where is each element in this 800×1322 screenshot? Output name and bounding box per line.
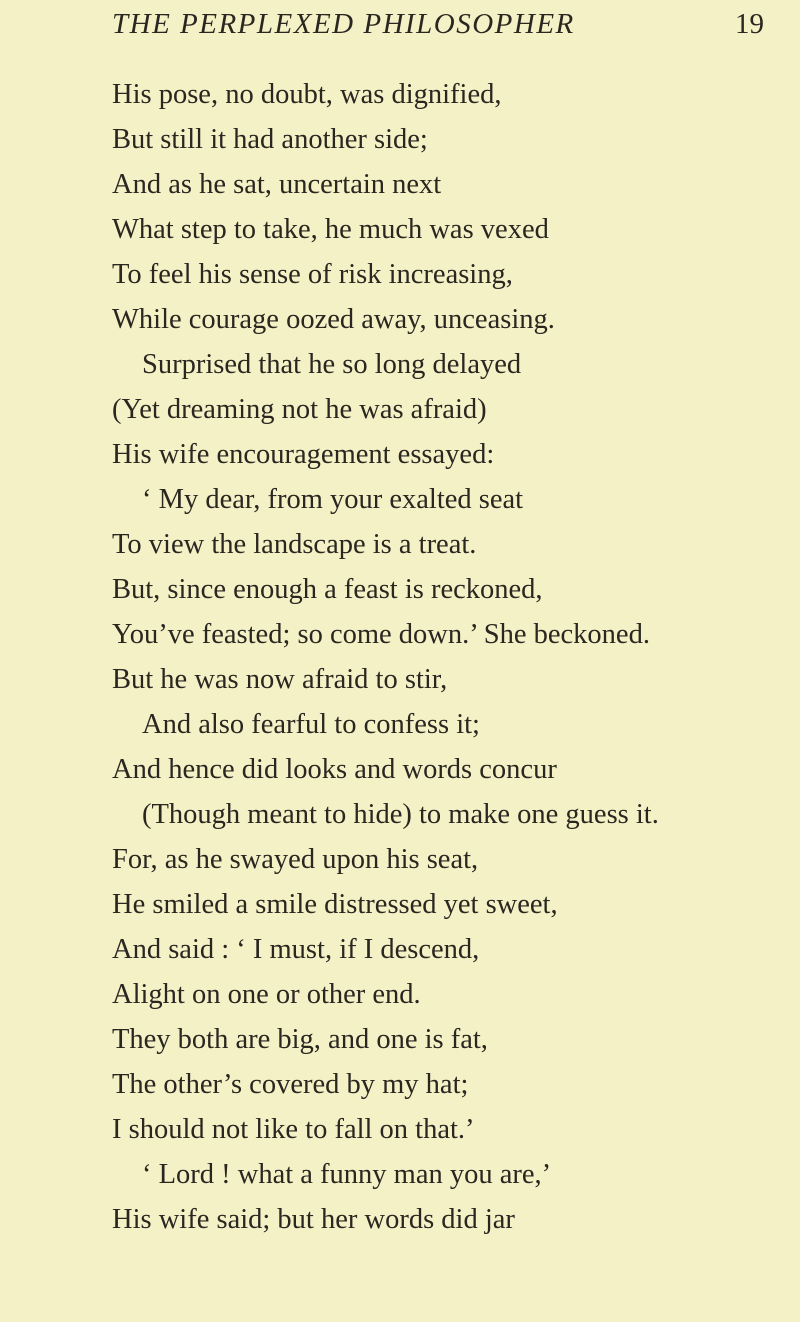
poem-line: But still it had another side; [112, 124, 428, 155]
poem-line: Alight on one or other end. [112, 979, 421, 1010]
poem-line: I should not like to fall on that.’ [112, 1114, 475, 1145]
poem-line: ‘ My dear, from your exalted seat [142, 484, 524, 515]
poem-line: You’ve feasted; so come down.’ She beckoned. [112, 619, 650, 650]
running-title: THE PERPLEXED PHILOSOPHER [112, 8, 575, 40]
page-header [112, 8, 764, 48]
poem-line: What step to take, he much was vexed [112, 214, 549, 245]
poem-line: The other’s covered by my hat; [112, 1069, 469, 1100]
poem-line: (Though meant to hide) to make one guess it. [142, 799, 659, 830]
poem-line: To feel his sense of risk increasing, [112, 259, 513, 290]
poem-line: They both are big, and one is fat, [112, 1024, 488, 1055]
poem-line: For, as he swayed upon his seat, [112, 844, 479, 875]
poem-line: And also fearful to confess it; [142, 709, 480, 740]
poem-line: His wife encouragement essayed: [112, 439, 495, 470]
poem-line: His pose, no doubt, was dignified, [112, 79, 502, 110]
poem-line: While courage oozed away, unceasing. [112, 304, 555, 335]
poem-line: To view the landscape is a treat. [112, 529, 477, 560]
poem-line: His wife said; but her words did jar [112, 1204, 515, 1235]
poem-line: ‘ Lord ! what a funny man you are,’ [142, 1159, 552, 1190]
poem-line: And said : ‘ I must, if I descend, [112, 934, 480, 965]
poem-line: But he was now afraid to stir, [112, 664, 448, 695]
poem-line: But, since enough a feast is reckoned, [112, 574, 543, 605]
poem-line: Surprised that he so long delayed [142, 349, 522, 380]
poem-line: And as he sat, uncertain next [112, 169, 442, 200]
poem-line: (Yet dreaming not he was afraid) [112, 394, 487, 425]
page-number: 19 [735, 8, 764, 40]
poem-line: And hence did looks and words concur [112, 754, 557, 785]
poem-line: He smiled a smile distressed yet sweet, [112, 889, 558, 920]
